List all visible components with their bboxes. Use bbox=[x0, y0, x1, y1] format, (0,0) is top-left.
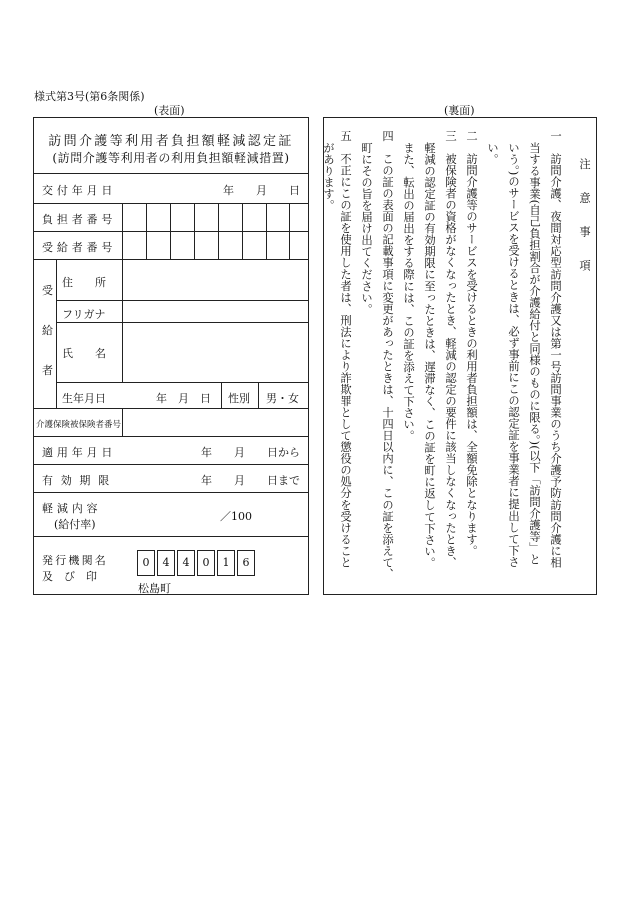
reduction-row bbox=[34, 493, 308, 537]
birthdate-label: 生年月日 bbox=[62, 392, 106, 405]
issuer-digit: 0 bbox=[137, 550, 155, 576]
reduction-sub-label: (給付率) bbox=[54, 518, 96, 531]
note-line: また、転出の届出をする際には、この証を添えて下さい。 bbox=[402, 142, 415, 442]
certificate-front bbox=[33, 117, 309, 595]
birthdate-value: 年 月 日 bbox=[156, 392, 211, 405]
issue-date-label: 交付年月日 bbox=[42, 184, 117, 197]
note-line: 二 訪問介護等のサービスを受けるときの利用者負担額は、全額免除となります。 bbox=[465, 130, 478, 557]
recipient-number-label: 受給者番号 bbox=[42, 241, 117, 254]
issuer-digit: 4 bbox=[157, 550, 175, 576]
recipient-char-2: 給 bbox=[42, 324, 53, 337]
expiry-row bbox=[34, 465, 308, 493]
valid-from-row bbox=[34, 437, 308, 465]
issuer-digit: 0 bbox=[197, 550, 215, 576]
reduction-value: ／100 bbox=[220, 510, 252, 523]
certificate-subtitle: (訪問介護等利用者の利用負担額軽減措置) bbox=[52, 151, 290, 165]
issuer-name: 松島町 bbox=[138, 582, 171, 595]
recipient-char-3: 者 bbox=[42, 364, 53, 377]
certificate-title: 訪問介護等利用者負担額軽減認定証 bbox=[48, 134, 294, 149]
issue-date-row bbox=[34, 174, 308, 204]
form-number-label: 様式第3号(第6条関係) bbox=[34, 90, 145, 103]
note-line: 五 不正にこの証を使用した者は、刑法により詐欺罪として懲役の処分を受けること bbox=[339, 130, 352, 568]
recipient-block bbox=[34, 260, 308, 409]
issuer-row bbox=[34, 537, 308, 596]
issuer-digit: 6 bbox=[237, 550, 255, 576]
note-line: 軽減の認定証の有効期限に至ったときは、遅滞なく、この証を町に返して下さい。 bbox=[423, 142, 436, 569]
insured-number-label: 介護保険被保険者番号 bbox=[36, 420, 122, 430]
note-line: 三 被保険者の資格がなくなったとき、軽減の認定の要件に該当しなくなったとき、 bbox=[444, 130, 457, 568]
sex-value: 男・女 bbox=[266, 392, 299, 405]
furigana-label: フリガナ bbox=[62, 308, 106, 321]
issuer-seal-label: 及 び 印 bbox=[42, 570, 97, 583]
issuer-digit: 4 bbox=[177, 550, 195, 576]
address-label: 住 所 bbox=[62, 276, 106, 289]
issuer-digit: 1 bbox=[217, 550, 235, 576]
valid-from-label: 適用年月日 bbox=[42, 446, 117, 459]
issue-date-value: 年 月 日 bbox=[223, 184, 300, 197]
note-line: 一 訪問介護、夜間対応型訪問介護又は第一号訪問事業のうち介護予防訪問介護に相 bbox=[549, 130, 562, 568]
note-line: い。 bbox=[486, 142, 499, 166]
note-line: 四 この証の表面の記載事項に変更があったときは、十四日以内に、この証を添えて、 bbox=[381, 130, 394, 580]
recipient-char-1: 受 bbox=[42, 284, 53, 297]
front-side-label: (表面) bbox=[154, 104, 185, 117]
name-label: 氏 名 bbox=[62, 347, 106, 360]
issuer-label: 発行機関名 bbox=[42, 554, 108, 567]
back-side-label: (裏面) bbox=[444, 104, 475, 117]
valid-from-value: 年 月 日から bbox=[201, 446, 300, 459]
expiry-label: 有効期限 bbox=[42, 474, 117, 487]
title-row bbox=[34, 118, 308, 174]
note-line: 町にその旨を届け出てください。 bbox=[360, 142, 373, 315]
insured-number-row bbox=[34, 409, 308, 437]
reduction-label: 軽減内容 bbox=[42, 502, 102, 515]
note-line: 当する事業(自己負担割合が介護給付と同様のものに限る。)(以下「訪問介護等」と bbox=[528, 142, 541, 566]
expiry-value: 年 月 日まで bbox=[201, 474, 300, 487]
note-line: いう。)のサービスを受けるときは、必ず事前にこの認定証を事業者に提出して下さ bbox=[507, 142, 520, 568]
note-line: があります。 bbox=[322, 142, 335, 212]
burden-number-label: 負担者番号 bbox=[42, 213, 117, 226]
notes-heading: 注 意 事 項 bbox=[578, 158, 591, 277]
sex-label: 性別 bbox=[228, 392, 250, 405]
certificate-back bbox=[323, 117, 597, 595]
